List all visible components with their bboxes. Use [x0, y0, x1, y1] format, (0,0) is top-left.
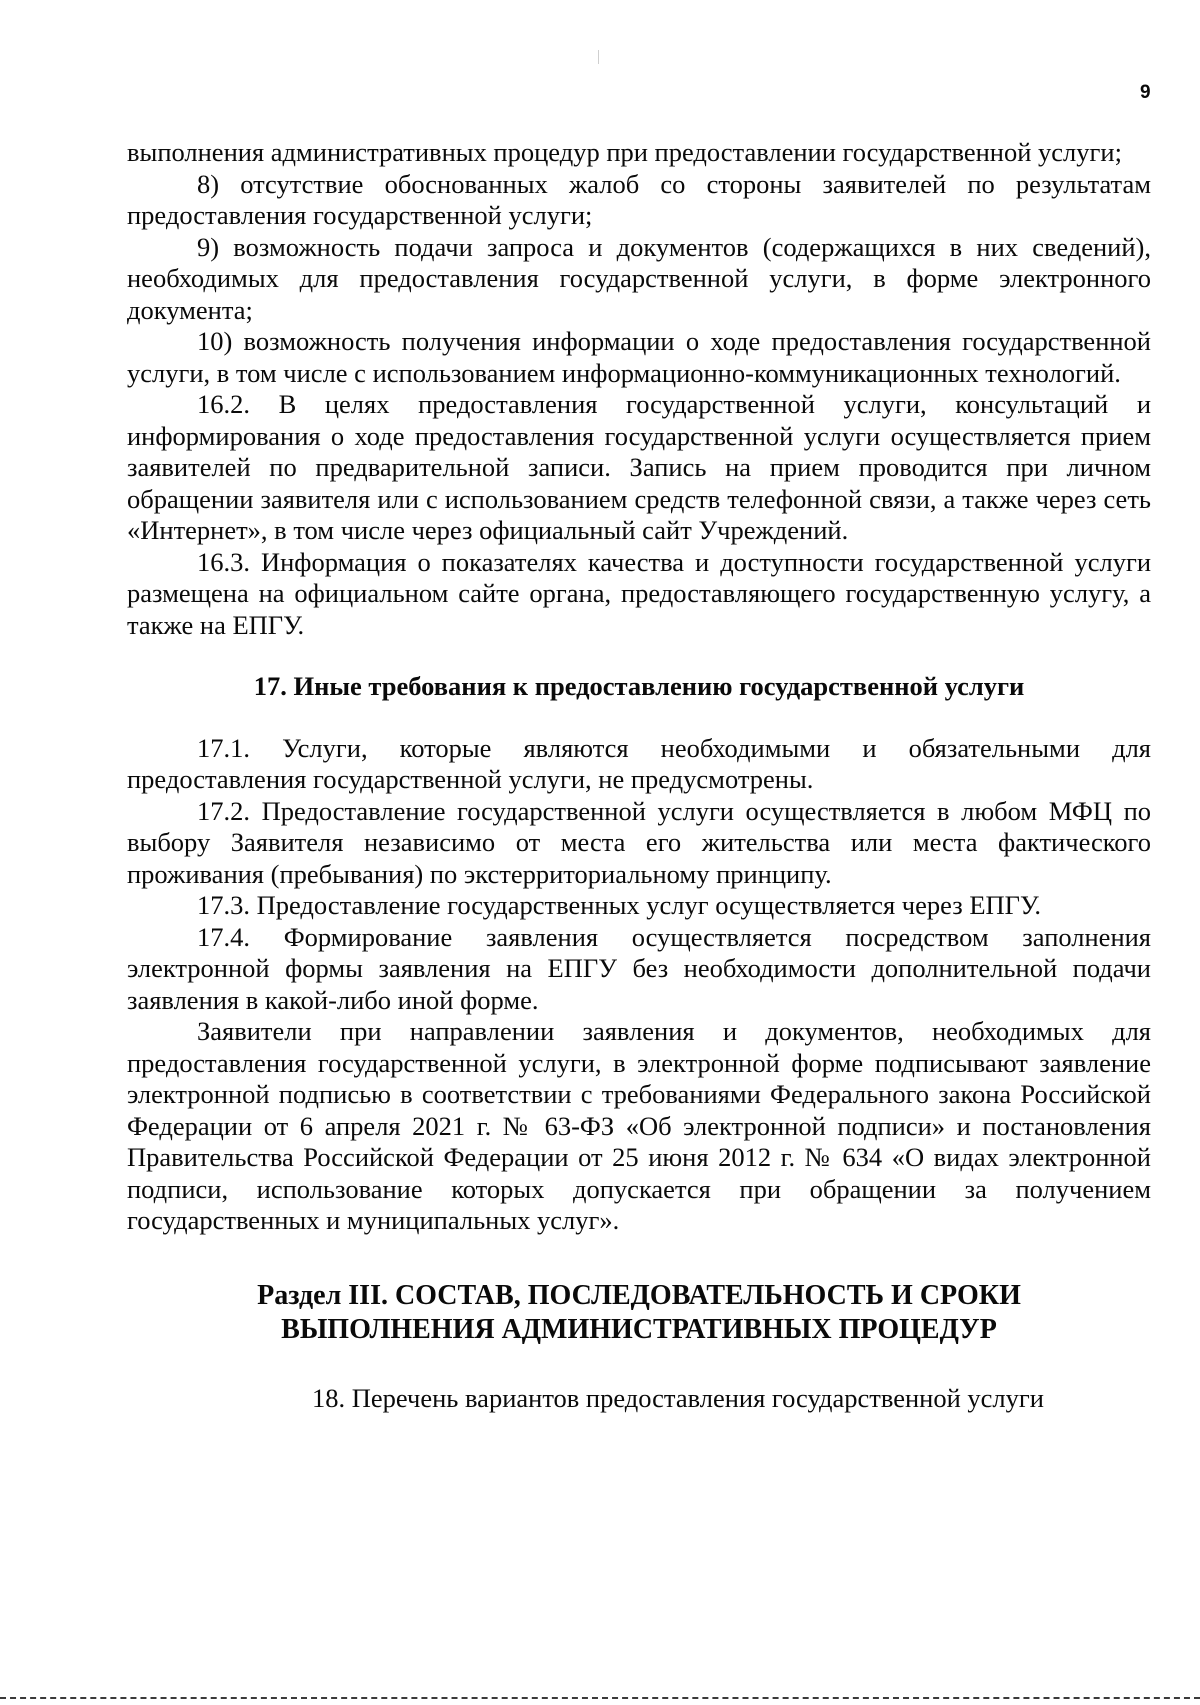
paragraph-17-3: 17.3. Предоставление государственных услуг осуществляется через ЕПГУ. [197, 890, 1042, 920]
scan-mark [598, 50, 599, 64]
page-number: 9 [1140, 82, 1151, 103]
section-title-line-2: ВЫПОЛНЕНИЯ АДМИНИСТРАТИВНЫХ ПРОЦЕДУР [281, 1313, 997, 1345]
section-title-line-1: Раздел III. СОСТАВ, ПОСЛЕДОВАТЕЛЬНОСТЬ И СРОКИ [257, 1279, 1021, 1311]
paragraph-item-8: 8) отсутствие обоснованных жалоб со стороны заявителей по результатам предоставления государственной услуги; [127, 168, 1151, 230]
paragraph-item-9: 9) возможность подачи запроса и документов (содержащихся в них сведений), необходимых для предоставления государственной услуги, в форме электронного документа; [127, 231, 1151, 325]
paragraph-item-10: 10) возможность получения информации о ходе предоставления государственной услуги, в том числе с использованием информационно-коммуникационных технологий. [127, 326, 1151, 388]
paragraph-continuation: выполнения административных процедур при предоставлении государственной услуги; [127, 137, 1122, 167]
scan-bottom-edge [0, 1697, 1200, 1699]
section-title [127, 1279, 1151, 1347]
heading-17: 17. Иные требования к предоставлению государственной услуги [253, 671, 1025, 701]
paragraph-signature-requirements: Заявители при направлении заявления и документов, необходимых для предоставления государственной услуги, в электронной форме подписывают заявление электронной подписью в соответствии с требованиями Федерального закона Российской Федерации от 6 апреля 2021 г. № 63-ФЗ «Об электронной подписи» и постановления Правительства Российской Федерации от 25 июня 2012 г. № 634 «О видах электронной подписи, использование которых допускается при обращении за получением государственных и муниципальных услуг». [127, 1016, 1151, 1235]
document-body [127, 137, 1151, 1414]
subheading-18: 18. Перечень вариантов предоставления государственной услуги [312, 1382, 1044, 1413]
paragraph-17-2: 17.2. Предоставление государственной услуги осуществляется в любом МФЦ по выбору Заявителя независимо от места его жительства или места фактического проживания (пребывания) по экстерриториальному принципу. [127, 795, 1151, 889]
paragraph-17-4: 17.4. Формирование заявления осуществляется посредством заполнения электронной формы заявления на ЕПГУ без необходимости дополнительной подачи заявления в какой-либо иной форме. [127, 921, 1151, 1015]
paragraph-17-1: 17.1. Услуги, которые являются необходимыми и обязательными для предоставления государственной услуги, не предусмотрены. [127, 732, 1151, 794]
paragraph-16-3: 16.3. Информация о показателях качества и доступности государственной услуги размещена на официальном сайте органа, предоставляющего государственную услугу, а также на ЕПГУ. [127, 546, 1151, 640]
paragraph-16-2: 16.2. В целях предоставления государственной услуги, консультаций и информирования о ходе предоставления государственной услуги осуществляется прием заявителей по предварительной записи. Запись на прием проводится при личном обращении заявителя или с использованием средств телефонной связи, а также через сеть «Интернет», в том числе через официальный сайт Учреждений. [127, 389, 1151, 545]
